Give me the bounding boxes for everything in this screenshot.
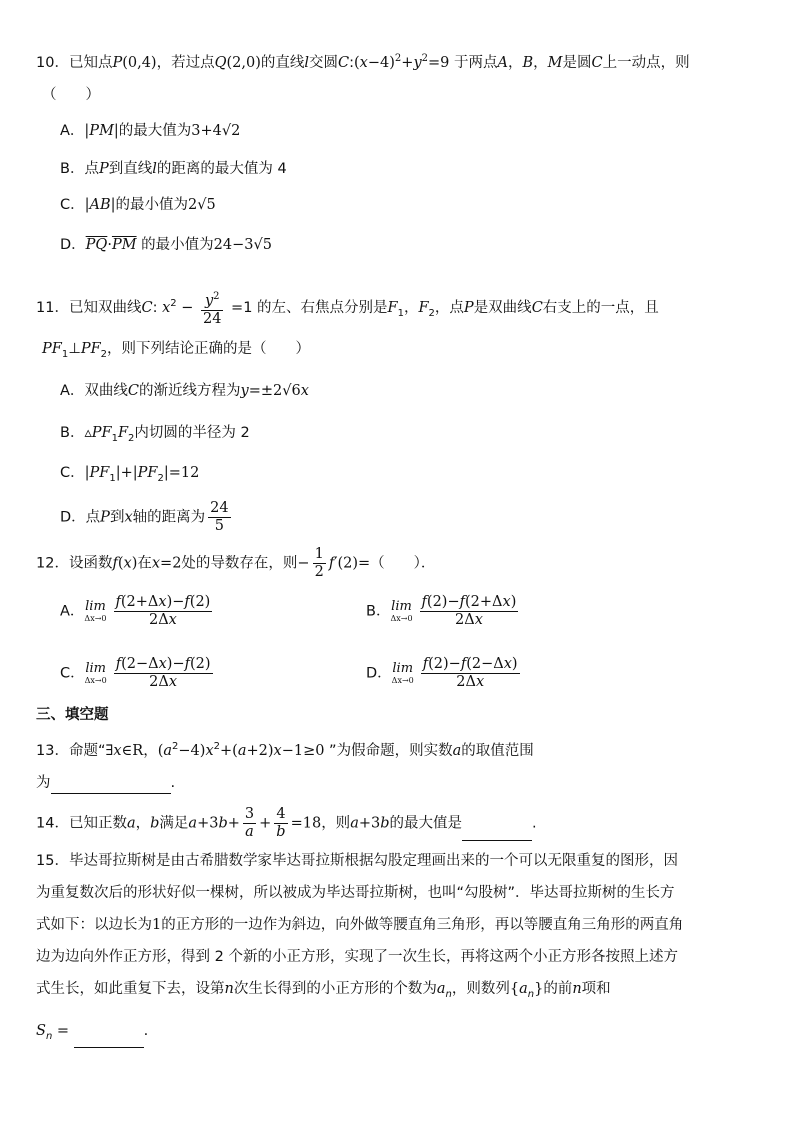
q12-stem: 12．设函数f(x)在x=2处的导数存在，则− $\frac{1}{2}$ f′(2)=（ ）． (36, 546, 436, 580)
q12-option-c[interactable]: C． lim Δx→0 $\frac{f(2-\Delta x)-f(2)}{2\Delta x}$ (60, 656, 211, 690)
q12-option-b[interactable]: B． lim Δx→0 $\frac{f(2)-f(2+\Delta x)}{2\Delta x}$ (366, 594, 517, 628)
q11-option-b[interactable]: B．$▵PF_1F_2$内切圆的半径为 2 (60, 425, 250, 444)
q14-answer-blank[interactable] (462, 824, 532, 841)
q10-stem: 10．已知点P(0,4)，若过点Q(2,0)的直线l交圆$C:(x-4)^2+y^2=9$ 于两点A，B，M是圆C上一动点，则 (36, 53, 690, 71)
q12-option-a[interactable]: A． lim Δx→0 $\frac{f(2+\Delta x)-f(2)}{2\Delta x}$ (60, 594, 211, 628)
q15-line2: 为重复数次后的形状好似一棵树，所以被成为毕达哥拉斯树，也叫“勾股树”．毕达哥拉斯树的生长方 (36, 885, 675, 901)
q10-option-a[interactable]: A．|PM|的最大值为3+4√2 (60, 123, 241, 139)
section-heading-fill-blank: 三、填空题 (36, 707, 109, 723)
q15-answer-blank[interactable] (74, 1031, 144, 1048)
q13-answer-blank[interactable] (51, 777, 171, 794)
q10-option-c[interactable]: C．|AB|的最小值为2√5 (60, 197, 216, 213)
q15-line4: 边为边向外作正方形，得到 2 个新的小正方形，实现了一次生长，再将这两个小正方形各按照上述方 (36, 949, 678, 965)
q13-answer-line: 为 . (36, 772, 175, 794)
q15-line3: 式如下：以边长为1的正方形的一边作为斜边，向外做等腰直角三角形，再以等腰直角三角形的两直角 (36, 917, 684, 933)
q15-line1: 15．毕达哥拉斯树是由古希腊数学家毕达哥拉斯根据勾股定理画出来的一个可以无限重复的图形，因 (36, 853, 678, 869)
q15-line5: 式生长，如此重复下去，设第n次生长得到的小正方形的个数为$a_n$，则数列$\{a_n\}$的前n项和 (36, 981, 611, 1000)
q11-stem-line1: 11．已知双曲线C: $x^2$ − $\frac{y^2}{24}$ =1 的左、右焦点分别是$F_1$，$F_2$，点P是双曲线C右支上的一点，且 (36, 288, 659, 328)
q13-stem: 13．命题“∃x∈R，$(a^2-4)x^2+(a+2)x-1\ge 0$ ”为假命题，则实数a的取值范围 (36, 741, 534, 759)
q15-answer-line: $S_n$ = . (36, 1020, 148, 1048)
q11-option-d[interactable]: D．点P到x轴的距离为 $\frac{24}{5}$ (60, 500, 229, 534)
q10-paren: （ ） (42, 87, 100, 103)
q11-stem-line2: $PF_1\perp PF_2$，则下列结论正确的是（ ） (42, 341, 311, 360)
q14-stem: 14．已知正数a，b满足a+3b+ $\frac{3}{a}$ + $\frac{4}{b}$ =18，则a+3b的最大值是 . (36, 806, 537, 840)
q11-option-a[interactable]: A．双曲线C的渐近线方程为y=±2√6x (60, 383, 309, 399)
q11-option-c[interactable]: C．$|PF_1|+|PF_2|=12$ (60, 465, 200, 484)
q12-option-d[interactable]: D． lim Δx→0 $\frac{f(2)-f(2-\Delta x)}{2\Delta x}$ (366, 656, 518, 690)
q10-option-d[interactable]: D．$\overline{PQ}\cdot\overline{PM}$ 的最小值为24−3√5 (60, 237, 272, 253)
q10-option-b[interactable]: B．点P到直线l的距离的最大值为 4 (60, 161, 287, 177)
